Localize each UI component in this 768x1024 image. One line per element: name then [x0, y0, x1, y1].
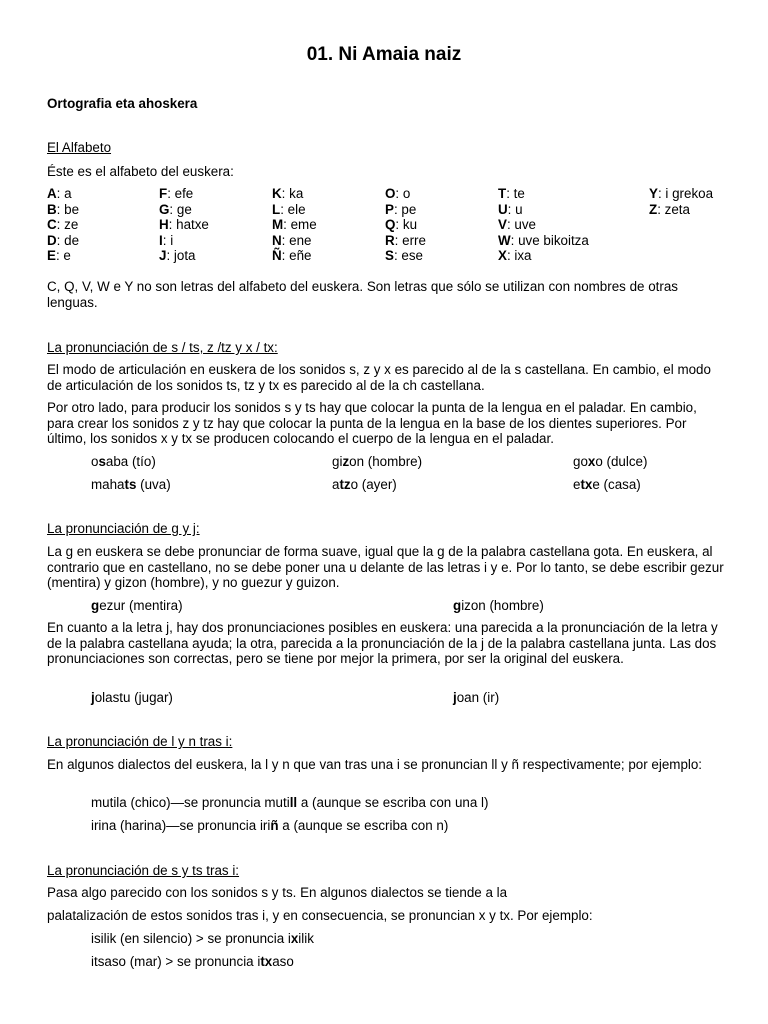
alphabet-entry: K: ka: [272, 186, 304, 201]
alphabet-letter: O: [385, 186, 396, 201]
alphabet-letter-name: ele: [287, 201, 306, 217]
example-osaba: osaba (tío): [91, 454, 156, 469]
example-gizon: gizon (hombre): [332, 454, 423, 469]
alphabet-letter: W: [498, 232, 511, 248]
alphabet-entry: P: pe: [385, 201, 417, 217]
sts-line-2: palatalización de estos sonidos tras i, y en consecuencia, se pronuncian x y tx. Por ejemplo:: [47, 908, 593, 923]
alphabet-entry: I: i: [159, 232, 174, 248]
alphabet-letter-name: te: [513, 186, 525, 201]
alphabet-entry: B: be: [47, 201, 80, 217]
alphabet-letter-name: a: [64, 186, 72, 201]
alphabet-entry: S: ese: [385, 248, 423, 263]
alphabet-letter-name: ge: [176, 201, 192, 217]
alphabet-entry: W: uve bikoitza: [498, 232, 589, 248]
alphabet-entry: J: jota: [159, 248, 196, 263]
alphabet-letter-name: u: [515, 201, 523, 217]
alphabet-letter-name: i grekoa: [665, 186, 714, 201]
alphabet-letter: T: [498, 186, 507, 201]
alphabet-letter: I: [159, 232, 163, 248]
alphabet-entry: V: uve: [498, 217, 536, 232]
alphabet-entry: Z: zeta: [649, 201, 690, 217]
alphabet-letter: Q: [385, 217, 396, 232]
alphabet-entry: L: ele: [272, 201, 306, 217]
alphabet-letter: E: [47, 248, 56, 263]
alphabet-entry: Q: ku: [385, 217, 418, 232]
example-etxe: etxe (casa): [573, 477, 641, 492]
alphabet-letter: X: [498, 248, 507, 263]
alphabet-intro: Éste es el alfabeto del euskera:: [47, 164, 234, 179]
alphabet-letter-name: uve bikoitza: [518, 232, 589, 248]
alphabet-letter: Y: [649, 186, 658, 201]
alphabet-letter-name: zeta: [664, 201, 690, 217]
alphabet-letter: J: [159, 248, 167, 263]
example-isilik: isilik (en silencio) > se pronuncia ixilik: [91, 931, 314, 946]
alphabet-letter: L: [272, 201, 281, 217]
example-mahats: mahats (uva): [91, 477, 171, 492]
alphabet-letter: A: [47, 186, 57, 201]
alphabet-letter: Ñ: [272, 248, 282, 263]
alphabet-letter: P: [385, 201, 394, 217]
alphabet-letter: V: [498, 217, 507, 232]
gj-paragraph-1: La g en euskera se debe pronunciar de forma suave, igual que la g de la palabra castellana gota. En euskera, al contrario que en castellano, no se debe poner una u delante de las letras i y e. Por lo tanto, se debe escribir gezur (mentira) y gizon (hombre), y no guezur y guizon.: [47, 544, 724, 591]
example-gezur: gezur (mentira): [91, 598, 183, 613]
alphabet-letter-name: ixa: [514, 248, 532, 263]
alphabet-entry: X: ixa: [498, 248, 532, 263]
alphabet-entry: N: ene: [272, 232, 312, 248]
example-irina: irina (harina)—se pronuncia iriñ a (aunque se escriba con n): [91, 818, 449, 833]
alphabet-letter-name: eme: [290, 217, 317, 232]
gj-paragraph-2: En cuanto a la letra j, hay dos pronunciaciones posibles en euskera: una parecida a la pronunciación de la letra y de la palabra castellana ayuda; la otra, parecida a la pronunciación de la j de la palabra castellana junta. Las dos pronunciaciones son correctas, pero se tiene por mejor la primera, por ser la original del euskera.: [47, 620, 718, 667]
alphabet-letter-name: e: [63, 248, 71, 263]
alphabet-letter-name: uve: [514, 217, 536, 232]
alphabet-letter: C: [47, 217, 57, 232]
alphabet-letter-name: efe: [174, 186, 194, 201]
ln-heading: La pronunciación de l y n tras i:: [47, 734, 233, 749]
sts-line-1: Pasa algo parecido con los sonidos s y ts. En algunos dialectos se tiende a la: [47, 885, 508, 900]
page-subtitle: Ortografia eta ahoskera: [47, 96, 198, 111]
alphabet-entry: U: u: [498, 201, 523, 217]
alphabet-entry: R: erre: [385, 232, 426, 248]
page-title: 01. Ni Amaia naiz: [306, 44, 462, 65]
alphabet-letter-name: ku: [402, 217, 418, 232]
alphabet-letter: N: [272, 232, 282, 248]
alphabet-letter-name: ka: [289, 186, 304, 201]
example-mutila: mutila (chico)—se pronuncia mutill a (aunque se escriba con una l): [91, 795, 489, 810]
sibilants-heading: La pronunciación de s / ts, z /tz y x / tx:: [47, 340, 278, 355]
alphabet-letter: H: [159, 217, 169, 232]
alphabet-entry: D: de: [47, 232, 80, 248]
alphabet-entry: O: o: [385, 186, 411, 201]
alphabet-entry: C: ze: [47, 217, 79, 232]
example-itsaso: itsaso (mar) > se pronuncia itxaso: [91, 954, 294, 969]
example-joan: joan (ir): [453, 690, 500, 705]
example-gizon-2: gizon (hombre): [453, 598, 544, 613]
alphabet-letter-name: i: [170, 232, 174, 248]
alphabet-letter-name: eñe: [289, 248, 312, 263]
alphabet-letter: R: [385, 232, 395, 248]
example-atzo: atzo (ayer): [332, 477, 397, 492]
alphabet-entry: T: te: [498, 186, 525, 201]
alphabet-letter-name: ese: [401, 248, 423, 263]
alphabet-entry: H: hatxe: [159, 217, 209, 232]
alphabet-letter: G: [159, 201, 170, 217]
alphabet-entry: Y: i grekoa: [649, 186, 714, 201]
ln-paragraph: En algunos dialectos del euskera, la l y n que van tras una i se pronuncian ll y ñ respectivamente; por ejemplo:: [47, 757, 703, 772]
alphabet-letter: M: [272, 217, 284, 232]
sts-heading: La pronunciación de s y ts tras i:: [47, 863, 240, 878]
gj-heading: La pronunciación de g y j:: [47, 521, 200, 536]
alphabet-letter: B: [47, 201, 57, 217]
alphabet-entry: E: e: [47, 248, 71, 263]
alphabet-heading: El Alfabeto: [47, 140, 112, 155]
alphabet-letter-name: ze: [64, 217, 79, 232]
alphabet-letter: Z: [649, 201, 658, 217]
alphabet-entry: F: efe: [159, 186, 194, 201]
alphabet-letter-name: ene: [289, 232, 312, 248]
alphabet-letter-name: be: [64, 201, 80, 217]
alphabet-letter: U: [498, 201, 508, 217]
alphabet-entry: A: a: [47, 186, 72, 201]
alphabet-letter-name: hatxe: [176, 217, 209, 232]
sibilants-paragraph-2: Por otro lado, para producir los sonidos s y ts hay que colocar la punta de la lengua en el paladar. En cambio, para crear los sonidos z y tz hay que colocar la punta de la lengua en la base de los dientes superiores. Por último, los sonidos x y tx se producen colocando el cuerpo de la lengua en el paladar.: [47, 400, 697, 447]
alphabet-letter-name: erre: [402, 232, 426, 248]
alphabet-entry: G: ge: [159, 201, 192, 217]
alphabet-letter: S: [385, 248, 394, 263]
alphabet-letter-name: jota: [173, 248, 196, 263]
example-goxo: goxo (dulce): [573, 454, 648, 469]
alphabet-entry: Ñ: eñe: [272, 248, 312, 263]
alphabet-letter: F: [159, 186, 168, 201]
alphabet-letter-name: o: [402, 186, 411, 201]
alphabet-letter: D: [47, 232, 57, 248]
sibilants-paragraph-1: El modo de articulación en euskera de los sonidos s, z y x es parecido al de la s castellana. En cambio, el modo de articulación de los sonidos ts, tz y tx es parecido al de la ch castellana.: [47, 362, 711, 393]
alphabet-entry: M: eme: [272, 217, 317, 232]
alphabet-letter: K: [272, 186, 282, 201]
example-jolastu: jolastu (jugar): [91, 690, 173, 705]
alphabet-letter-name: de: [64, 232, 80, 248]
alphabet-letter-name: pe: [401, 201, 417, 217]
alphabet-note: C, Q, V, W e Y no son letras del alfabeto del euskera. Son letras que sólo se utilizan con nombres de otras lenguas.: [47, 279, 678, 310]
